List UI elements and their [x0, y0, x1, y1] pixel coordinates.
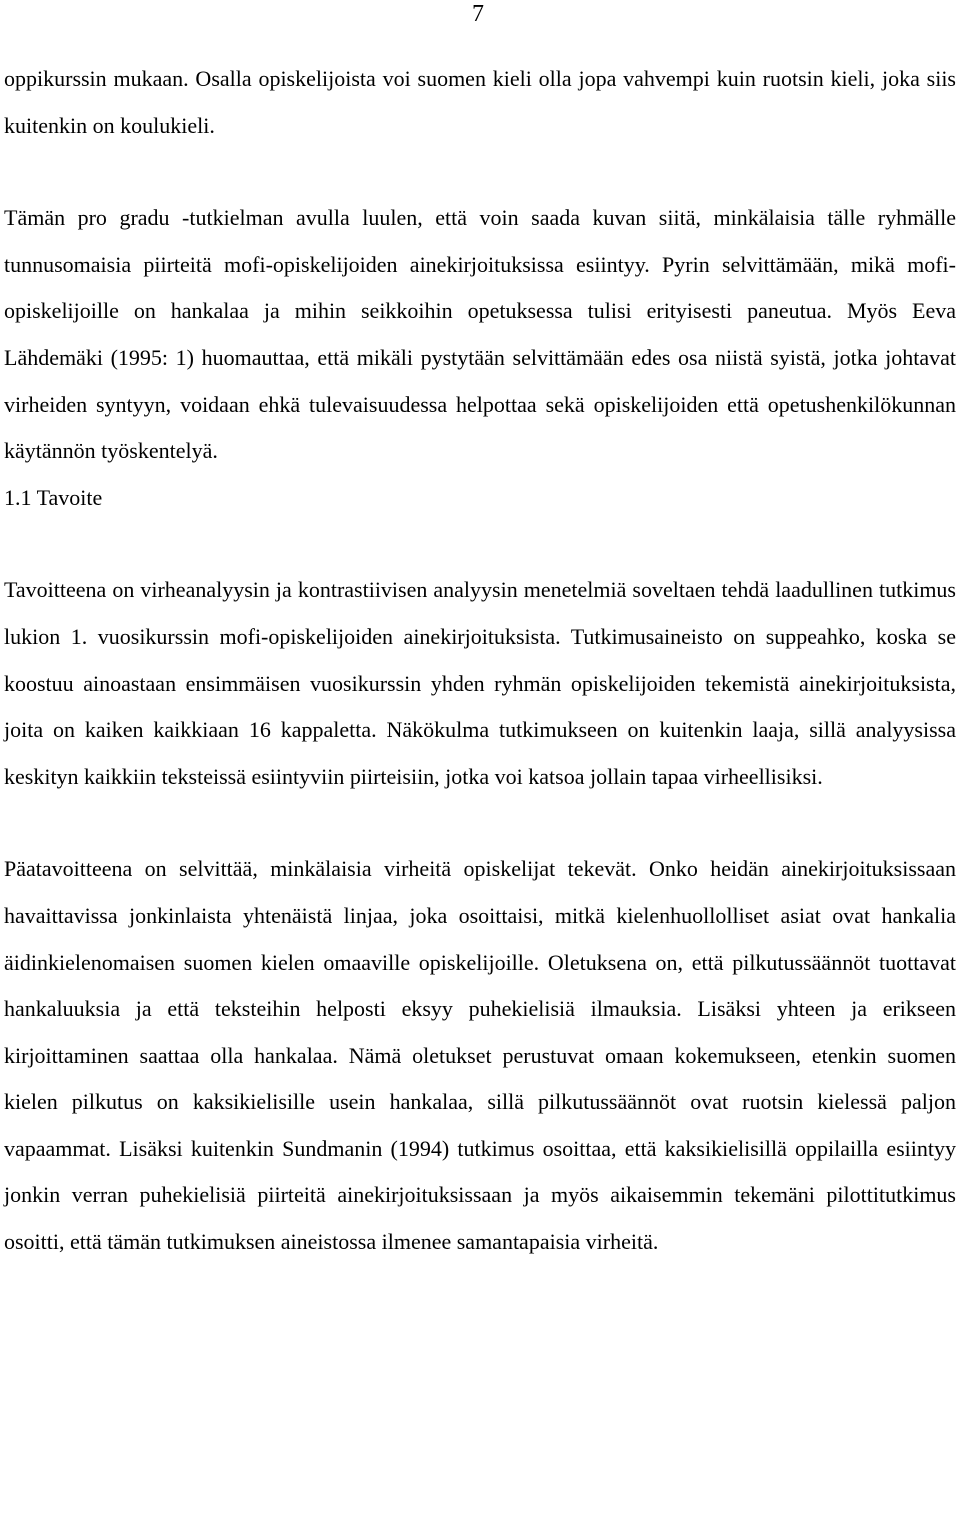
page-content	[4, 56, 956, 1266]
paragraph-intro-continuation: oppikurssin mukaan. Osalla opiskelijoista voi suomen kieli olla jopa vahvempi kuin ruotsin kieli, joka siis kuitenkin on koulukieli.	[4, 66, 956, 138]
section-heading-tavoite: 1.1 Tavoite	[4, 484, 103, 510]
paragraph-main-objective: Päatavoitteena on selvittää, minkälaisia virheitä opiskelijat tekevät. Onko heidän ainekirjoituksissaan havaittavissa jonkinlaista yhtenäistä linjaa, joka osoittaisi, mitkä kielenhuollolliset asiat ovat hankalia äidinkielenomaisen suomen kielen omaaville opiskelijoille. Oletuksena on, että pilkutussäännöt tuottavat hankaluuksia ja että teksteihin helposti eksyy puhekielisiä ilmauksia. Lisäksi yhteen ja erikseen kirjoittaminen saattaa olla hankalaa. Nämä oletukset perustuvat omaan kokemukseen, etenkin suomen kielen pilkutus on kaksikielisille usein hankalaa, sillä pilkutussäännöt ovat ruotsin kielessä paljon vapaammat. Lisäksi kuitenkin Sundmanin (1994) tutkimus osoittaa, että kaksikielisillä oppilailla esiintyy jonkin verran puhekielisiä piirteitä ainekirjoituksissaan ja myös aikaisemmin tekemäni pilottitutkimus osoitti, että tämän tutkimuksen aineistossa ilmenee samantapaisia virheitä.	[4, 856, 956, 1255]
paragraph-thesis-purpose: Tämän pro gradu -tutkielman avulla luulen, että voin saada kuvan siitä, minkälaisia tälle ryhmälle tunnusomaisia piirteitä mofi-opiskelijoiden ainekirjoituksissa esiintyy. Pyrin selvittämään, mikä mofi-opiskelijoille on hankalaa ja mihin seikkoihin opetuksessa tulisi erityisesti paneutua. Myös Eeva Lähdemäki (1995: 1) huomauttaa, että mikäli pystytään selvittämään edes osa niistä syistä, jotka johtavat virheiden syntyyn, voidaan ehkä tulevaisuudessa helpottaa sekä opiskelijoiden että opetushenkilökunnan käytännön työskentelyä.	[4, 205, 956, 464]
paragraph-objective: Tavoitteena on virheanalyysin ja kontrastiivisen analyysin menetelmiä soveltaen tehdä laadullinen tutkimus lukion 1. vuosikurssin mofi-opiskelijoiden ainekirjoituksista. Tutkimusaineisto on suppeahko, koska se koostuu ainoastaan ensimmäisen vuosikurssin yhden ryhmän opiskelijoiden tekemistä ainekirjoituksista, joita on kaiken kaikkiaan 16 kappaletta. Näkökulma tutkimukseen on kuitenkin laaja, sillä analyysissa keskityn kaikkiin teksteissä esiintyviin piirteisiin, jotka voi katsoa jollain tapaa virheellisiksi.	[4, 577, 956, 789]
page-number: 7	[472, 1, 484, 27]
